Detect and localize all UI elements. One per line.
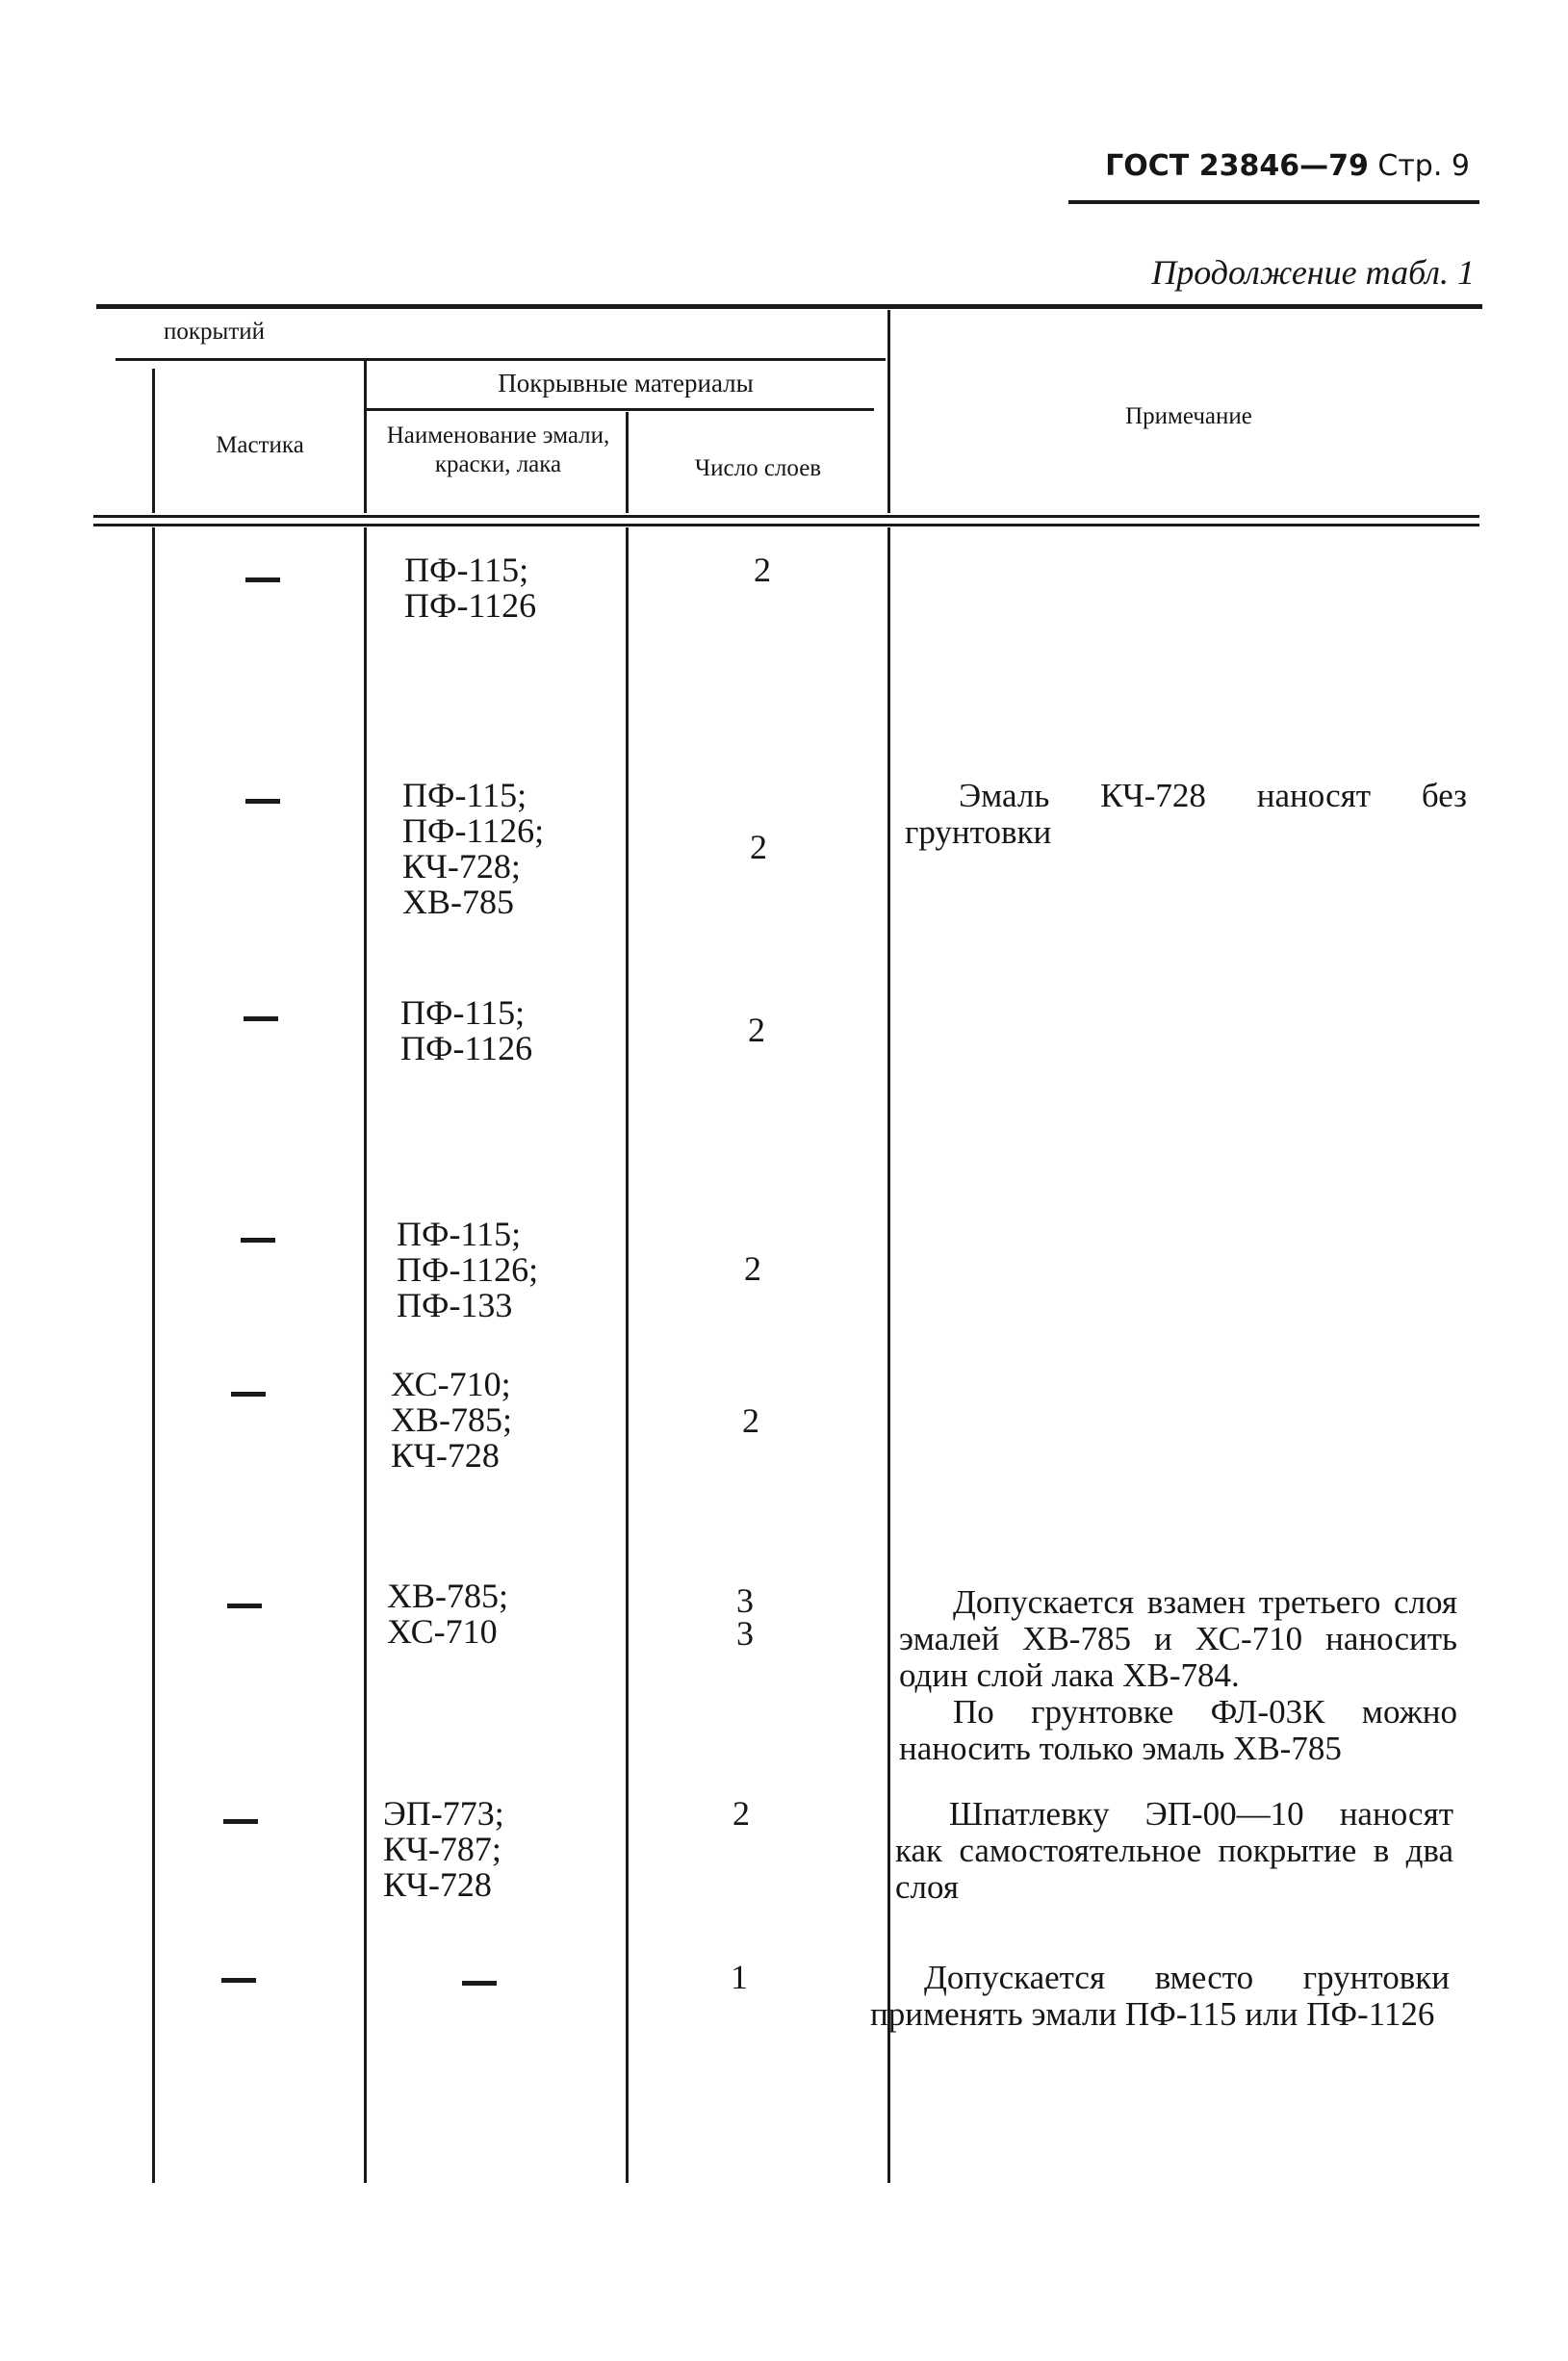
header-bottom-rule-2 [93, 524, 1479, 526]
material-names: ПФ-115; ПФ-1126; КЧ-728; ХВ-785 [402, 776, 545, 921]
header-coating-materials: Покрывные материалы [498, 369, 754, 398]
row-note: Шпатлевку ЭП-00—10 наносят как самостоятельное покрытие в два слоя [895, 1795, 1453, 1906]
group-rule [116, 358, 886, 361]
page-label: Стр. 9 [1377, 149, 1470, 183]
body-vline-4 [887, 527, 890, 2183]
table-continuation-label: Продолжение табл. 1 [1151, 253, 1475, 292]
running-header [1105, 149, 1470, 183]
header-vline-1 [152, 369, 155, 513]
mastic-dash [231, 1392, 266, 1397]
mastic-dash [241, 1238, 275, 1243]
material-names: ЭП-773; КЧ-787; КЧ-728 [383, 1794, 504, 1904]
header-mastic: Мастика [216, 432, 304, 458]
materials-rule [366, 408, 874, 411]
header-vline-4 [887, 310, 890, 513]
layer-count: 1 [731, 1958, 748, 1996]
mastic-dash [223, 1819, 258, 1824]
mastic-dash [245, 577, 280, 582]
row-note: Эмаль КЧ-728 наносят без грунтовки [905, 777, 1467, 851]
header-vline-2 [364, 361, 367, 513]
header-coatings: покрытий [164, 319, 266, 345]
header-layers: Число слоев [694, 455, 822, 481]
material-names: ХВ-785; ХС-710 [387, 1577, 508, 1651]
header-note: Примечание [1125, 403, 1252, 429]
header-bottom-rule-1 [93, 515, 1479, 518]
header-vline-3 [626, 412, 629, 513]
body-vline-2 [364, 527, 367, 2183]
mastic-dash [221, 1978, 256, 1983]
layer-count: 2 [750, 828, 767, 866]
mastic-dash [245, 799, 280, 804]
mastic-dash [244, 1016, 278, 1021]
row-note: Допускается вместо грунтовки применять эмали ПФ-115 или ПФ-1126 [870, 1959, 1450, 2033]
material-dash [462, 1981, 497, 1986]
mastic-dash [227, 1604, 262, 1608]
material-names: ПФ-115; ПФ-1126; ПФ-133 [397, 1215, 539, 1324]
table-top-rule [96, 304, 1482, 309]
body-vline-1 [152, 527, 155, 2183]
material-names: ПФ-115; ПФ-1126 [404, 551, 537, 625]
layer-count: 2 [733, 1794, 750, 1833]
layer-count: 2 [754, 551, 771, 589]
layer-counts: 3 3 [736, 1581, 754, 1653]
material-names: ХС-710; ХВ-785; КЧ-728 [391, 1365, 512, 1475]
body-vline-3 [626, 527, 629, 2183]
layer-count: 2 [744, 1249, 761, 1288]
material-names: ПФ-115; ПФ-1126 [400, 993, 533, 1067]
header-material-name: Наименование эмали, краски, лака [386, 423, 610, 477]
layer-count: 2 [748, 1011, 765, 1049]
header-rule [1068, 200, 1479, 204]
layer-count: 2 [742, 1401, 759, 1440]
standard-code: ГОСТ 23846—79 [1105, 149, 1369, 183]
row-note: Допускается взамен третьего слоя эмалей ХВ-785 и ХС-710 наносить один слой лака ХВ-784. По грунтовке ФЛ-03К можно наносить только эмаль ХВ-785 [899, 1583, 1457, 1767]
